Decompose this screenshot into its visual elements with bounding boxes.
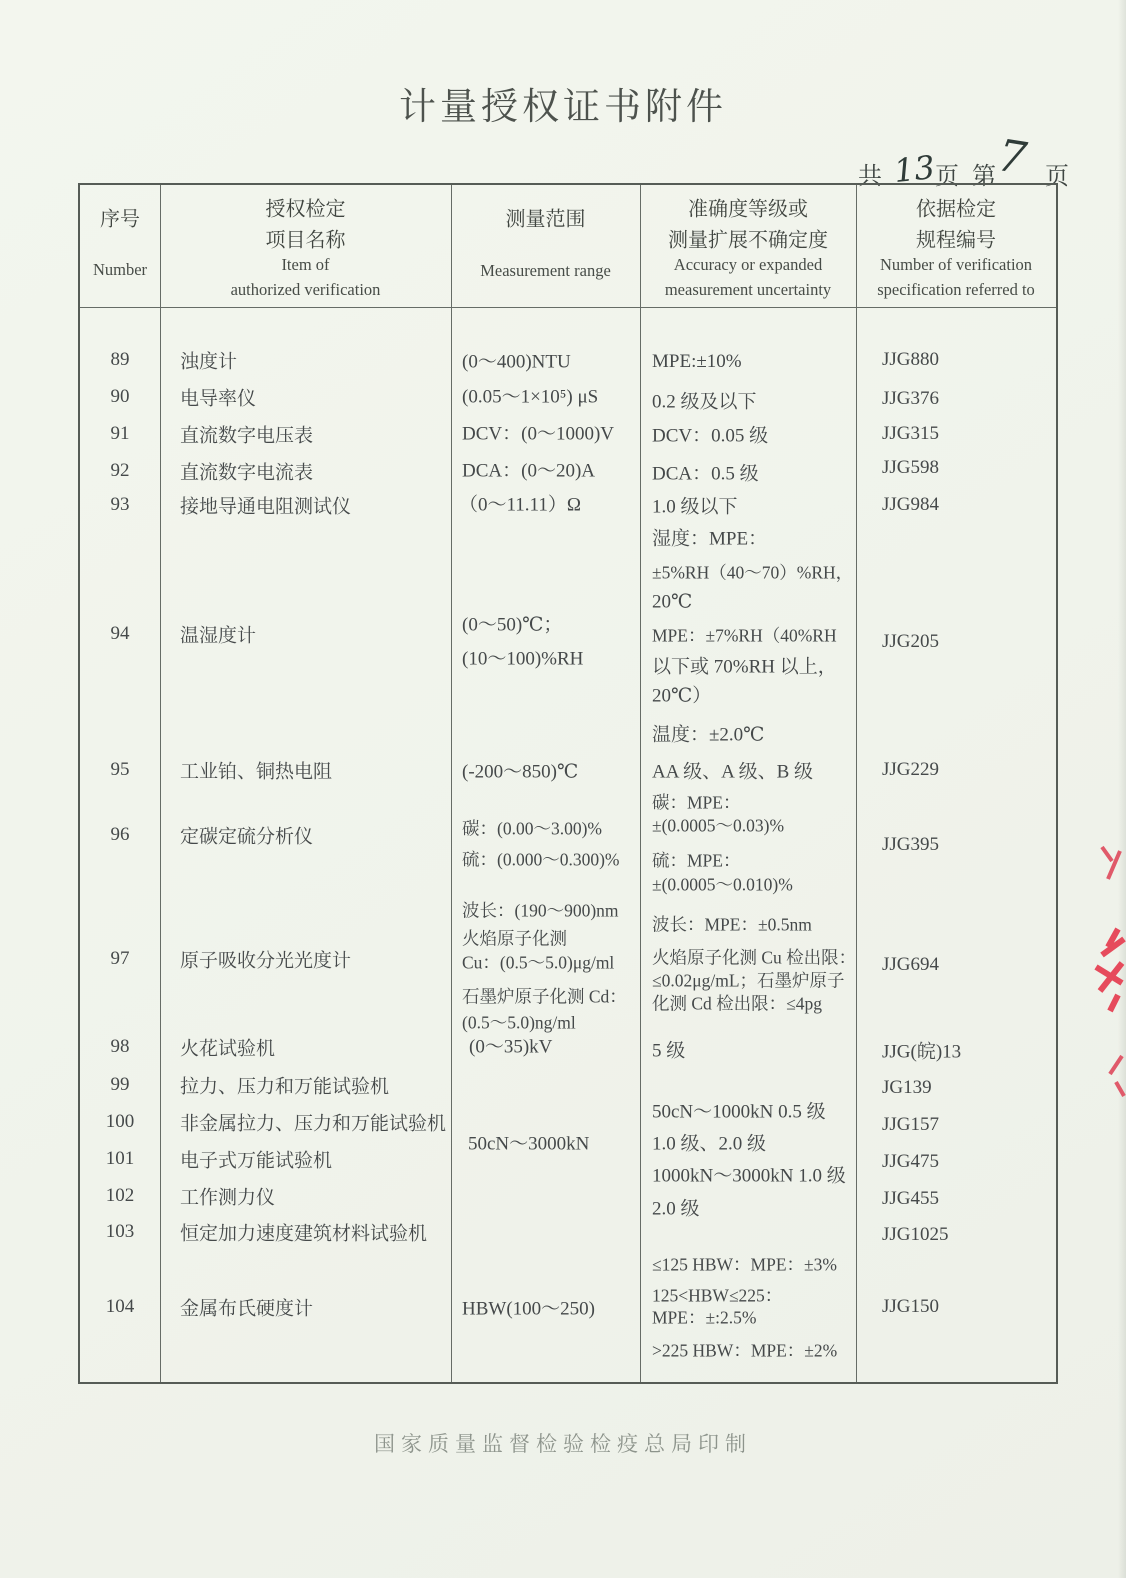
range-line: DCA：(0～20)A — [462, 460, 595, 482]
spec-number: JJG229 — [882, 759, 940, 780]
row-number: 100 — [105, 1111, 135, 1132]
range-line: Cu：(0.5～5.0)μg/ml — [462, 952, 615, 973]
spec-number: JJG984 — [882, 494, 940, 515]
column-item — [160, 307, 451, 1382]
item-name: 工作测力仪 — [180, 1187, 276, 1209]
accuracy-line: 125<HBW≤225： — [652, 1285, 783, 1306]
header-spec-en2: specification referred to — [877, 280, 1035, 299]
spec-number: JJG598 — [882, 457, 940, 478]
accuracy-line-shared: 1.0 级、2.0 级 — [652, 1133, 767, 1155]
row-number: 99 — [110, 1074, 130, 1095]
accuracy-line: MPE:±10% — [652, 351, 742, 372]
spec-number: JJG1025 — [882, 1224, 949, 1245]
header-spec-zh1: 依据检定 — [916, 198, 996, 221]
table-header — [80, 185, 1056, 307]
spec-number: JJG694 — [882, 954, 940, 975]
header-range-zh: 测量范围 — [505, 208, 586, 231]
row-number: 93 — [110, 494, 130, 515]
page-title: 计量授权证书附件 — [399, 87, 727, 128]
accuracy-line: 0.2 级及以下 — [652, 391, 757, 413]
item-name: 火花试验机 — [180, 1038, 276, 1060]
spec-number: JJG(皖)13 — [882, 1041, 962, 1063]
header-accuracy-en1: Accuracy or expanded — [673, 255, 823, 274]
column-spec — [856, 307, 1056, 1382]
accuracy-line: MPE：±7%RH（40%RH — [652, 625, 837, 646]
row-number: 92 — [110, 460, 130, 481]
accuracy-line: ±(0.0005～0.03)% — [652, 815, 785, 836]
scan-edge-shadow — [1118, 0, 1126, 1578]
item-name: 直流数字电压表 — [180, 425, 314, 447]
item-name: 工业铂、铜热电阻 — [180, 761, 333, 783]
accuracy-line: 火焰原子化测 Cu 检出限： — [652, 947, 857, 968]
range-line: （0～11.11）Ω — [459, 494, 581, 516]
range-line: 碳：(0.00～3.00)% — [462, 818, 602, 839]
row-number: 103 — [105, 1221, 135, 1242]
item-name: 接地导通电阻测试仪 — [180, 496, 352, 518]
accuracy-line: DCA：0.5 级 — [652, 463, 759, 485]
item-name: 直流数字电流表 — [180, 462, 314, 484]
accuracy-line: ≤125 HBW：MPE：±3% — [652, 1254, 837, 1275]
accuracy-line: 温度：±2.0℃ — [652, 724, 765, 746]
accuracy-line: MPE：±:2.5% — [652, 1307, 757, 1328]
accuracy-line: 1.0 级以下 — [652, 496, 738, 518]
accuracy-line: ≤0.02μg/mL；石墨炉原子 — [652, 970, 845, 991]
header-accuracy-en2: measurement uncertainty — [664, 280, 832, 299]
header-item-zh2: 项目名称 — [265, 229, 346, 252]
range-line: (0～50)℃； — [462, 614, 563, 636]
pages-total-handwritten: 13 — [892, 147, 937, 191]
accuracy-line: 化测 Cd 检出限：≤4pg — [652, 993, 823, 1014]
spec-number: JJG150 — [882, 1296, 940, 1317]
spec-number: JJG157 — [882, 1114, 940, 1135]
header-number-en: Number — [92, 260, 148, 279]
pages-total-prefix: 共 — [858, 164, 882, 190]
row-number: 94 — [110, 623, 130, 644]
range-line: (10～100)%RH — [462, 648, 584, 670]
range-line: 火焰原子化测 — [462, 928, 567, 949]
row-number: 91 — [110, 423, 130, 444]
accuracy-line: AA 级、A 级、B 级 — [652, 761, 813, 783]
header-number-zh: 序号 — [100, 208, 140, 231]
spec-number: JJG455 — [882, 1188, 940, 1209]
row-number: 102 — [105, 1185, 135, 1206]
item-name: 电导率仪 — [180, 388, 257, 410]
row-number: 96 — [110, 824, 130, 845]
header-accuracy-zh1: 准确度等级或 — [688, 198, 808, 221]
item-name: 恒定加力速度建筑材料试验机 — [180, 1223, 428, 1245]
item-name: 温湿度计 — [180, 625, 257, 647]
spec-number: JJG880 — [882, 349, 940, 370]
accuracy-line: 5 级 — [652, 1040, 686, 1062]
accuracy-line: 湿度：MPE： — [652, 528, 768, 550]
column-accuracy — [640, 307, 856, 1382]
page-current-handwritten: 7 — [994, 130, 1030, 185]
header-range-en: Measurement range — [480, 261, 611, 280]
row-number: 95 — [110, 759, 130, 780]
accuracy-line: 20℃） — [652, 685, 712, 707]
row-number: 104 — [105, 1296, 135, 1317]
range-line: (0.05～1×10⁵) μS — [462, 386, 599, 408]
range-line: 硫：(0.000～0.300)% — [462, 849, 620, 870]
spec-number: JJG376 — [882, 388, 940, 409]
header-item-en2: authorized verification — [230, 280, 381, 299]
item-name: 定碳定硫分析仪 — [180, 826, 314, 848]
header-accuracy-zh2: 测量扩展不确定度 — [668, 229, 828, 252]
header-spec-en1: Number of verification — [879, 255, 1033, 274]
accuracy-line-shared: 2.0 级 — [652, 1198, 700, 1220]
pages-total-suffix: 页 — [935, 164, 959, 190]
page-current-prefix: 第 — [972, 164, 996, 190]
header-item-en1: Item of — [281, 255, 330, 274]
accuracy-line: ±5%RH（40～70）%RH， — [652, 562, 854, 583]
accuracy-line: 以下或 70%RH 以上， — [652, 656, 837, 678]
issuing-authority-footer: 国家质量监督检验检疫总局印制 — [374, 1432, 752, 1456]
item-name: 拉力、压力和万能试验机 — [180, 1076, 390, 1098]
item-name: 电子式万能试验机 — [180, 1150, 333, 1172]
spec-number: JJG395 — [882, 834, 940, 855]
spec-number: JJG475 — [882, 1151, 940, 1172]
range-line: HBW(100～250) — [462, 1298, 595, 1320]
accuracy-line: >225 HBW：MPE：±2% — [652, 1340, 838, 1361]
row-number: 97 — [110, 948, 130, 969]
row-number: 101 — [105, 1148, 135, 1169]
header-spec-zh2: 规程编号 — [916, 229, 996, 252]
accuracy-line-shared: 1000kN～3000kN 1.0 级 — [652, 1165, 846, 1187]
item-name: 原子吸收分光光度计 — [180, 950, 352, 972]
row-number: 89 — [110, 349, 130, 370]
row-number: 90 — [110, 386, 130, 407]
column-number — [80, 307, 160, 1382]
item-name: 浊度计 — [180, 351, 238, 373]
spec-number: JG139 — [882, 1077, 932, 1098]
accuracy-line: 20℃ — [652, 591, 693, 613]
column-range — [451, 307, 640, 1382]
header-item-zh1: 授权检定 — [265, 198, 346, 221]
page-current-suffix: 页 — [1045, 164, 1069, 190]
range-line: (0～35)kV — [469, 1036, 553, 1058]
accuracy-line: 波长：MPE：±0.5nm — [652, 914, 812, 935]
range-line: 石墨炉原子化测 Cd： — [462, 986, 627, 1007]
range-line: (0～400)NTU — [462, 351, 571, 373]
item-name: 非金属拉力、压力和万能试验机 — [180, 1113, 447, 1135]
spec-number: JJG205 — [882, 631, 940, 652]
range-line: (0.5～5.0)ng/ml — [462, 1012, 576, 1033]
accuracy-line: 硫：MPE： — [652, 850, 741, 871]
range-line: 波长：(190～900)nm — [462, 900, 619, 921]
spec-number: JJG315 — [882, 423, 940, 444]
accuracy-line: DCV：0.05 级 — [652, 425, 769, 447]
range-line: DCV：(0～1000)V — [462, 423, 614, 445]
row-number: 98 — [110, 1036, 130, 1057]
accuracy-line: ±(0.0005～0.010)% — [652, 874, 793, 895]
accuracy-line-shared: 50cN～1000kN 0.5 级 — [652, 1101, 826, 1123]
range-line: (-200～850)℃ — [462, 761, 579, 783]
accuracy-line: 碳：MPE： — [652, 792, 741, 813]
item-name: 金属布氏硬度计 — [180, 1298, 314, 1320]
verification-items-table — [78, 183, 1058, 1384]
range-line-shared: 50cN～3000kN — [468, 1133, 590, 1155]
